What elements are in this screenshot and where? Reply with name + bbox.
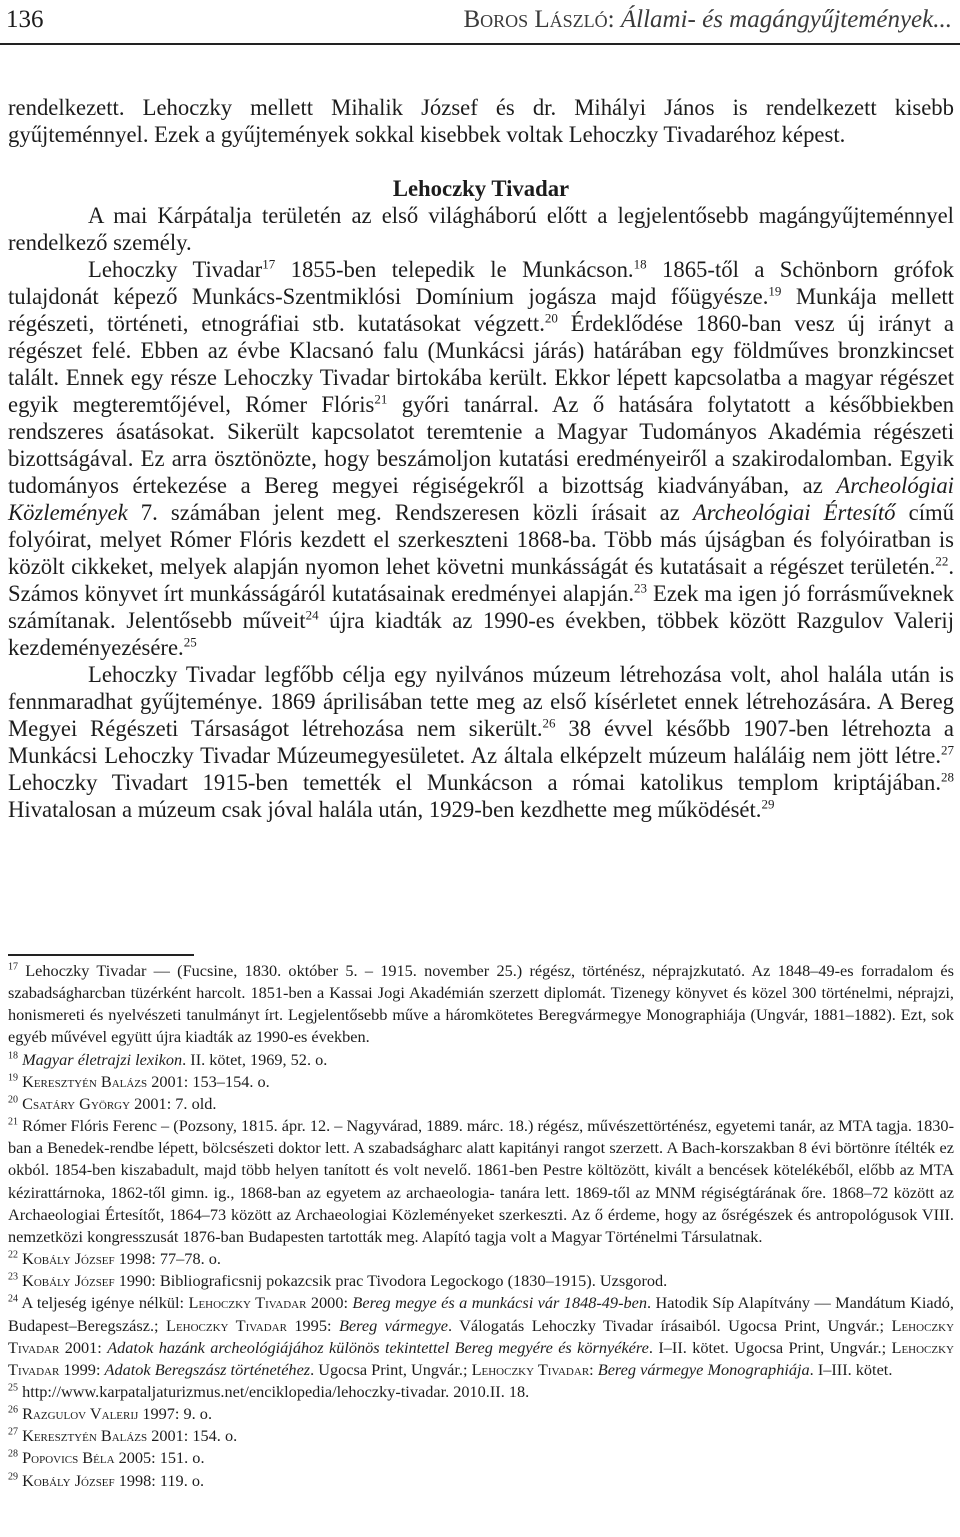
author-name: Csatáry György [22, 1093, 131, 1113]
author-name: Lehoczky Tivadar [471, 1359, 590, 1379]
italic-title: Bereg vármegye [338, 1315, 448, 1335]
text-run: . I–II. kötet. Ugocsa Print, Ungvár.; [648, 1337, 892, 1357]
text-run: Ezek ma igen jó forrásműveknek számítanak. Jelentősebb műveit [8, 581, 954, 633]
text-run: 2001: 154. o. [147, 1426, 238, 1446]
text-run: 1855-ben telepedik le Munkácson. [275, 257, 634, 282]
text-run: 1997: 9. o. [138, 1404, 213, 1424]
text-run: Lehoczky Tivadar [88, 257, 263, 282]
running-head-title: Állami- és magángyűjtemények... [614, 6, 952, 33]
text-run: . Ugocsa Print, Ungvár.; [310, 1359, 472, 1379]
body-text [8, 94, 954, 823]
running-head [463, 6, 952, 34]
footnote-ref: 26 [542, 715, 556, 731]
author-name: Razgulov Valerij [22, 1404, 139, 1424]
footnote-ref: 23 [8, 1271, 18, 1283]
italic-title: Magyar életrajzi lexikon [22, 1049, 183, 1069]
italic-title: Archeológiai Értesítő [692, 500, 896, 525]
author-name: Lehoczky Tivadar [166, 1315, 287, 1335]
text-run: című folyóirat, melyet Rómer Flóris kezdett el szerkeszteni 1868-ba. Több más újságban és folyóiratban is közölt cikkeket, melyek alapján nyomon lehet követni munkásságát és kutatásait a régészet területén. [8, 500, 954, 579]
footnote-item [8, 960, 954, 1049]
text-run: Hivatalosan a múzeum csak jóval halála után, 1929-ben kezdhette meg működését. [8, 797, 762, 822]
footnote-item [8, 1093, 954, 1115]
footnote-ref: 21 [374, 391, 388, 407]
footnote-ref: 23 [634, 580, 648, 596]
text-run: 1865-től a Schönborn grófok tulajdonát képező Munkács-Szentmiklósi Domínium jogásza majd főügyésze. [8, 257, 955, 309]
text-run: 2001: [59, 1337, 108, 1357]
header-rule [0, 43, 960, 45]
text-run: 1990: Bibliograficsnij pokazcsik prac Tivodora Legockogo (1830–1915). Uzsgorod. [114, 1271, 668, 1291]
footnote-ref: 22 [8, 1249, 18, 1261]
text-run: Lehoczky Tivadart 1915-ben temették el Munkácson a római katolikus templom kriptájában. [8, 770, 941, 795]
text-run: . Hatodik Síp Alapítvány — Mandátum Kiadó, Budapest–Beregszász.; [8, 1293, 954, 1335]
text-run: 2000: [306, 1293, 353, 1313]
paragraph-museum [8, 661, 954, 823]
author-name: Lehoczky Tivadar [8, 1315, 955, 1357]
footnote-ref: 28 [941, 769, 954, 785]
footnote-ref: 24 [8, 1293, 18, 1305]
footnote-ref: 21 [8, 1116, 18, 1128]
footnote-ref: 24 [305, 607, 319, 623]
footnote-item [8, 1403, 954, 1425]
italic-title: Bereg vármegye Monographiája [597, 1359, 810, 1379]
text-run: Érdeklődése 1860-ban vesz új irányt a régészet felé. Ebben az évbe Klacsanó falu (Munkácsi járás) határában egy földműves bronzkincset talált. Ennek egy része Lehoczky Tivadar birtokába került. Ekkor lépett kapcsolatba a magyar régészet egyik megteremtőjével, Rómer Flóris [8, 311, 954, 417]
footnote-item [8, 1470, 954, 1492]
footnote-item [8, 1425, 954, 1447]
footnote-item [8, 1292, 954, 1381]
text-run: 1995: [286, 1315, 339, 1335]
text-run: . II. kötet, 1969, 52. o. [182, 1049, 328, 1069]
footnote-item [8, 1071, 954, 1093]
footnote-ref: 28 [8, 1449, 18, 1461]
text-run: 2001: 153–154. o. [147, 1071, 270, 1091]
author-name: Lehoczky Tivadar [188, 1293, 307, 1313]
author-name: Keresztyén Balázs [22, 1071, 148, 1091]
text-run: A teljeség igénye nélkül: [18, 1293, 189, 1313]
running-head-author: Boros László: [463, 6, 615, 33]
text-run: 1999: [59, 1359, 105, 1379]
text-run: 2001: 7. old. [130, 1093, 217, 1113]
text-run: Lehoczky Tivadar — (Fucsine, 1830. október 5. – 1915. november 25.) régész, történész, néprajzkutató. Az 1848–49-es forradalom és szabadságharcban tüzérként harcolt. 1851-ben a Kassai Jogi Akadémián szerzett diplomát. Tizenegy könyvet és közel 300 történelmi, néprajzi, honismereti és nyelvészeti tanulmányt írt. Legjelentősebb műve a háromkötetes Beregvármegye Monographiája (Ungvár, 1881–1882). Ezt, sok egyéb művével együtt újra kiadták az 1990-es években. [8, 961, 954, 1047]
footnote-rule [8, 954, 194, 956]
page-number: 136 [6, 6, 44, 33]
text-run: 38 évvel később 1907-ben létrehozta a Munkácsi Lehoczky Tivadar Múzeumegyesületet. Az általa elképzelt múzeum haláláig nem jött létre. [8, 716, 955, 768]
text-run: Munkája mellett régészeti, történeti, etnográfiai stb. kutatásokat végzett. [8, 284, 954, 336]
footnote-ref: 22 [935, 553, 949, 569]
footnote-ref: 18 [633, 256, 647, 272]
text-run: újra kiadták az 1990-es években, többek között Razgulov Valerij kezdeményezésére. [8, 608, 954, 660]
author-name: Kobály József [22, 1271, 115, 1291]
footnote-ref: 25 [8, 1382, 18, 1394]
text-run: 1998: 119. o. [114, 1470, 205, 1490]
italic-title: Bereg megye és a munkácsi vár 1848-49-ben [352, 1293, 647, 1313]
author-name: Kobály József [22, 1470, 115, 1490]
author-name: Lehoczky Tivadar [8, 1337, 954, 1379]
author-name: Popovics Béla [22, 1448, 115, 1468]
section-heading: Lehoczky Tivadar [392, 176, 570, 201]
footnote-ref: 18 [8, 1050, 18, 1062]
page-header [0, 0, 960, 44]
text-run: . Válogatás Lehoczky Tivadar írásaiból. Ugocsa Print, Ungvár.; [447, 1315, 892, 1335]
text-run: 2005: 151. o. [114, 1448, 205, 1468]
text-run: . Számos könyvet írt munkásságáról kutatásainak eredményei alapján. [8, 554, 954, 606]
footnote-item [8, 1248, 954, 1270]
footnote-ref: 29 [761, 796, 775, 812]
footnote-item [8, 1049, 954, 1071]
footnote-ref: 19 [8, 1072, 18, 1084]
footnotes [8, 960, 954, 1492]
footnote-ref: 17 [262, 256, 276, 272]
footnote-item [8, 1115, 954, 1248]
paragraph-intro: rendelkezett. Lehoczky mellett Mihalik József és dr. Mihályi János is rendelkezett kisebb gyűjteménnyel. Ezek a gyűjtemények sokkal kisebbek voltak Lehoczky Tivadaréhoz képest. [8, 95, 954, 147]
author-name: Kobály József [22, 1249, 115, 1269]
text-run: : [589, 1359, 598, 1379]
text-run: http://www.karpataljaturizmus.net/enciklopedia/lehoczky-tivadar. 2010.II. 18. [18, 1381, 530, 1401]
footnote-ref: 27 [941, 742, 954, 758]
footnote-ref: 17 [8, 961, 18, 973]
footnote-ref: 20 [544, 310, 558, 326]
footnote-ref: 19 [768, 283, 782, 299]
italic-title: Adatok hazánk archeológiájához különös tekintettel Bereg megyére és környékére [107, 1337, 649, 1357]
text-run: 7. számában jelent meg. Rendszeresen közli írásait az [127, 500, 693, 525]
footnote-item [8, 1270, 954, 1292]
paragraph-biography [8, 256, 954, 661]
section-subheading: A mai Kárpátalja területén az első világháború előtt a legjelentősebb magángyűjteménnyel rendelkező személy. [8, 203, 954, 255]
footnote-ref: 26 [8, 1404, 18, 1416]
footnote-item [8, 1447, 954, 1469]
footnote-ref: 27 [8, 1426, 18, 1438]
text-run: . I–III. kötet. [809, 1359, 893, 1379]
text-run: 1998: 77–78. o. [114, 1249, 221, 1269]
text-run: Lehoczky Tivadar legfőbb célja egy nyilvános múzeum létrehozása volt, ahol halála után is fennmaradhat gyűjteménye. 1869 áprilisában tette meg az első kísérletet ennek létrehozására. A Bereg Megyei Régészeti Társaságot létrehozása nem sikerült. [8, 662, 954, 741]
footnote-ref: 29 [8, 1471, 18, 1483]
italic-title: Adatok Beregszász történetéhez [104, 1359, 311, 1379]
footnote-item [8, 1381, 954, 1403]
author-name: Keresztyén Balázs [22, 1426, 148, 1446]
footnote-ref: 20 [8, 1094, 18, 1106]
text-run: Rómer Flóris Ferenc – (Pozsony, 1815. ápr. 12. – Nagyvárad, 1889. márc. 18.) régész, művészettörténész, egyetemi tanár, az MTA tagja. 1830-ban a Benedek-rendbe lépett, bölcsészeti doktor lett. A szabadságharc alatt kapitányi rangot szerzett. A Bach-korszakban 8 évi börtönre ítélték ez okból. 1854-ben kiszabadult, majd több helyen tanított és volt nevelő. 1861-ben Pestre költözött, kivált a bencések kötelékéből, előbb az MTA kézirattárnoka, 1862-től gimn. ig., 1868-ban az egyetem az archaeologia- tanára lett. 1869-től az MNM régiségtárának őre. 1868–72 között az Archaeologiai Értesítőt, 1864–73 között az Archaeologiai Közleményeket szerkeszti. Az ő érdeme, hogy az ősrégészek és antropológusok VIII. nemzetközi kongresszusát 1876-ban Budapesten tartották meg. Alapító tagja volt a Magyar Történelmi Társulatnak. [8, 1116, 954, 1246]
text-run: győri tanárral. Az ő hatására folytatott a későbbiekben rendszeres ásatásokat. Sikerült kapcsolatot teremtenie a Magyar Tudományos Akadémia régészeti bizottságával. Ez arra ösztönözte, hogy beszámoljon kutatási eredményeiről a szakirodalomban. Egyik tudományos értekezése a Bereg megyei régiségekről a bizottság kiadványában, az [8, 392, 954, 498]
italic-title: Archeológiai Közlemények [8, 473, 954, 525]
footnote-ref: 25 [183, 634, 197, 650]
